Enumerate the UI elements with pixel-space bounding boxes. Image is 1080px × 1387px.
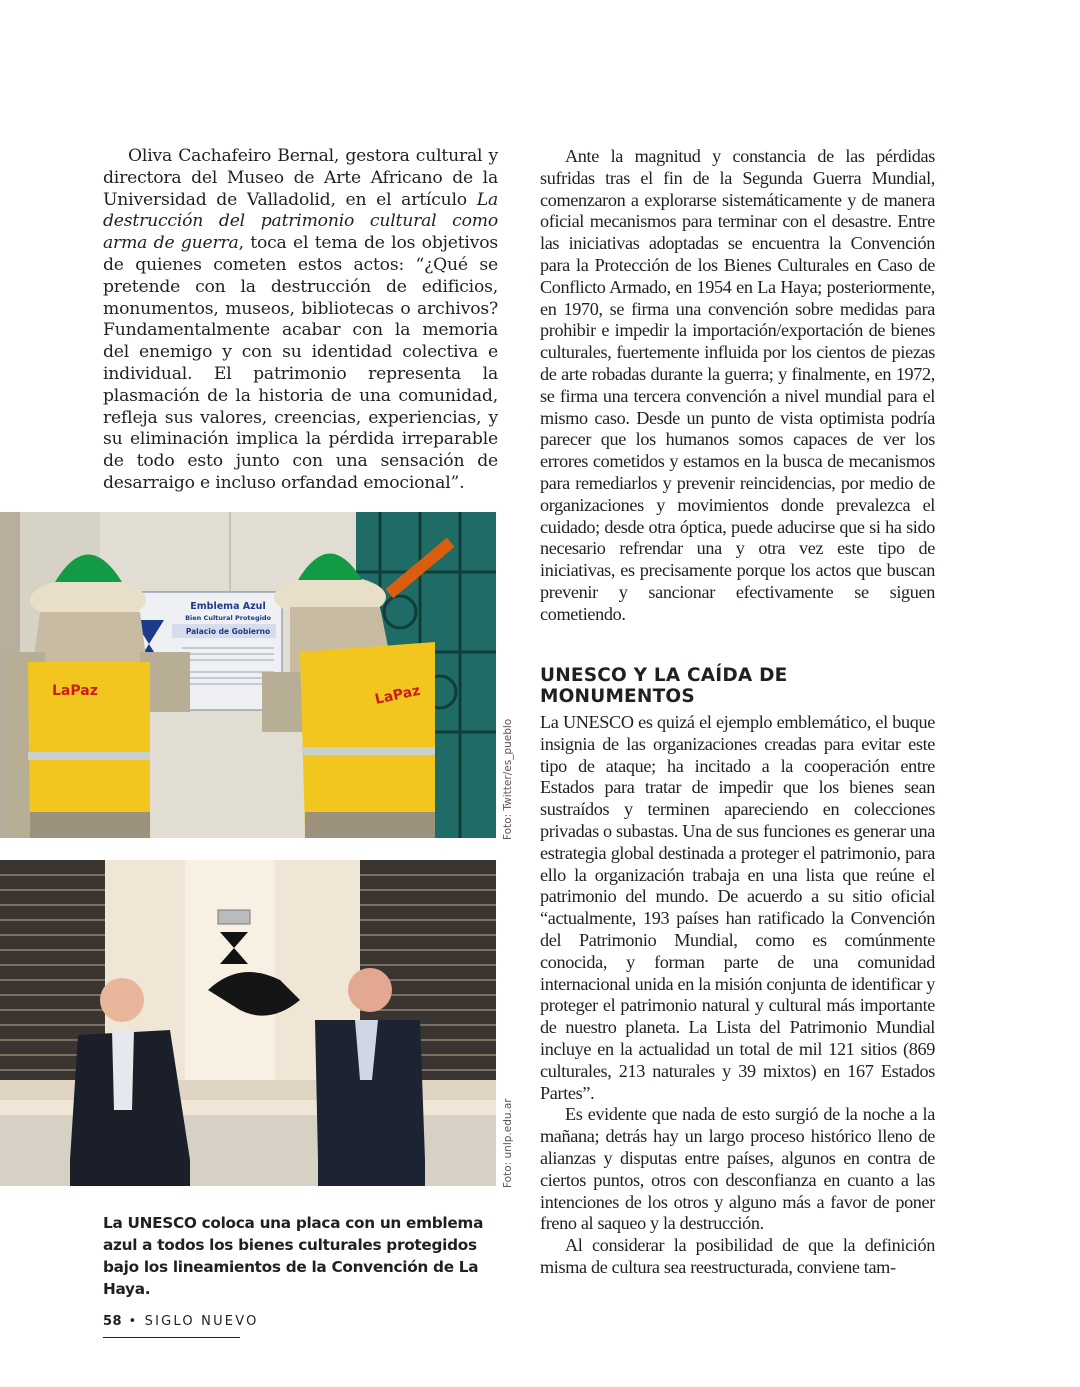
plaque-subtitle: Bien Cultural Protegido: [185, 614, 271, 622]
magazine-name: SIGLO NUEVO: [144, 1314, 259, 1329]
right-column-text-top: [540, 146, 935, 626]
photo-plaque-unveiling: [0, 860, 496, 1186]
page-number: 58: [103, 1314, 123, 1329]
right-paragraph-4: Al considerar la posibilidad de que la definición misma de cultura sea reestructurada, conviene tam-: [540, 1235, 935, 1277]
photo-caption: La UNESCO coloca una placa con un emblema azul a todos los bienes culturales protegidos bajo los lineamientos de la Convención de La Haya.: [103, 1214, 484, 1298]
plaque-name: Palacio de Gobierno: [185, 627, 271, 636]
vest-logo-left: LaPaz: [52, 683, 98, 699]
right-paragraph-3: Es evidente que nada de esto surgió de la noche a la mañana; detrás hay un largo proceso histórico lleno de alianzas y disputas entre países, algunos en contra de ciertos puntos, otros con desconfianza en cuanto a las intenciones de los otros y alguno más a favor de poner freno al saqueo y la destrucción.: [540, 1104, 935, 1234]
plaque-title: Emblema Azul: [190, 601, 266, 612]
photo1-credit: Foto: Twitter/es_pueblo: [502, 718, 514, 840]
right-paragraph-1: Ante la magnitud y constancia de las pérdidas sufridas tras el fin de la Segunda Guerra Mundial, comenzaron a explorarse sistemáticamente y de manera oficial mecanismos para terminar con el desastre. Entre las iniciativas adoptadas se encuentra la Convención para la Protección de los Bienes Culturales en Caso de Conflicto Armado, en 1954 en La Haya; posteriormente, en 1970, se firma una convención sobre medidas para prohibir e impedir la importación/exportación de bienes culturales, fuertemente influida por los cientos de piezas de arte robadas durante la guerra; y finalmente, en 1972, se firma una tercera convención a nivel mundial para el mismo caso. Desde un punto de vista optimista podría parecer que los humanos somos capaces de ver los errores cometidos y estamos en la busca de mecanismos para remediarlos y prevenir reincidencias, por medio de organizaciones y movimientos donde prevalezca el cuidado; desde otra óptica, puede aducirse que si ha sido necesario refrendar una y otra vez este tipo de iniciativas, es precisamente porque los actos que buscan prevenir y sancionar efectivamente se siguen cometiendo.: [540, 146, 935, 624]
footer-separator: •: [128, 1314, 139, 1329]
left-column-text: [103, 146, 498, 495]
section-heading: UNESCO Y LA CAÍDA DE MONUMENTOS: [540, 665, 788, 707]
photo2-credit: Foto: unlp.edu.ar: [502, 1098, 514, 1188]
left-paragraph-1: Oliva Cachafeiro Bernal, gestora cultural y directora del Museo de Arte Africano de la Universidad de Valladolid, en el artículo La destrucción del patrimonio cultural como arma de guerra, toca el tema de los objetivos de quienes cometen estos actos: “¿Qué se pretende con la destrucción de edificios, monumentos, museos, bibliotecas o archivos? Fundamentalmente acabar con la memoria del enemigo y con su identidad colectiva e individual. El patrimonio representa la plasmación de la historia de una comunidad, refleja sus valores, creencias, experiencias, y su eliminación implica la pérdida irreparable de todo esto junto con una sensación de desarraigo e incluso orfandad emocional”.: [103, 146, 499, 493]
footer-rule: [103, 1337, 240, 1338]
page-footer: [103, 1314, 259, 1329]
right-column-text-bottom: [540, 712, 935, 1279]
vest-logo-right: LaPaz: [373, 682, 422, 708]
right-paragraph-2: La UNESCO es quizá el ejemplo emblemático, el buque insignia de las organizaciones creadas para evitar este tipo de ataque; ha incitado a la cooperación entre Estados para tratar de impedir que los bienes sean sustraídos y terminen apareciendo en colecciones privadas o subastas. Una de sus funciones es generar una estrategia global destinada a proteger el patrimonio, para ello la organización trabaja en una lista que reúne el patrimonio del mundo. De acuerdo a su sitio oficial “actualmente, 193 países han ratificado la Convención del Patrimonio Mundial, como es comúnmente conocida, y forman parte de una comunidad internacional unida en la misión conjunta de identificar y proteger el patrimonio natural y cultural más importante de nuestro planeta. La Lista del Patrimonio Mundial incluye en la actualidad un total de mil 121 sitios (869 culturales, 213 naturales y 39 mixtos) en 167 Estados Partes”.: [540, 712, 935, 1103]
photo-workers-installing-plaque: [0, 512, 496, 838]
article-title: La destrucción del patrimonio cultural como arma de guerra: [103, 189, 498, 254]
